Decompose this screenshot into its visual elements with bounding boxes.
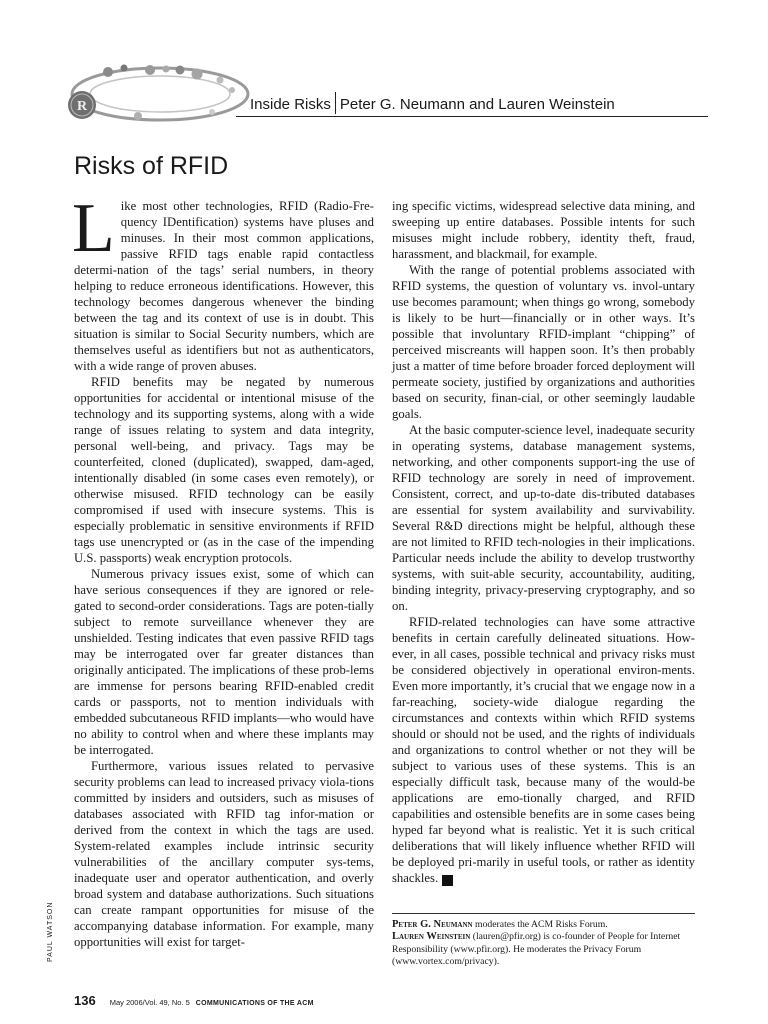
article-title: Risks of RFID [74,152,229,180]
inside-risks-orbit-logo [62,56,252,134]
paragraph: At the basic computer-science level, inadequate security in operating systems, database management systems, networking, and other components support-ing the use of RFID technology are sorely in need of improvement. Consistent, correct, and up-to-date dis-tributed databases are essential for system availability and survivability. Several R&D directions might be helpful, although these are not limited to RFID tech-nologies in their implications. Particular needs include the ability to develop trustworthy systems, with suit-able security, accountability, auditing, binding integrity, privacy-preserving cryptography, and so on. [392,423,695,613]
header-separator [335,92,336,114]
author-bios [392,919,695,969]
article-header [250,92,615,114]
header-rule [236,116,708,117]
author-bio [392,919,695,931]
issue-info: May 2006/Vol. 49, No. 5 [109,998,190,1007]
bio-name: Lauren Weinstein [392,931,471,943]
publication-name: COMMUNICATIONS OF THE ACM [195,1000,314,1007]
paragraph: Furthermore, various issues related to pervasive security problems can lead to increased privacy viola-tions committed by insiders and outsiders, such as misuses of databases associated with RFID tag infor-mation or derived from the context in which the tags are used. System-related examples include intrinsic security vulnerabilities of the ancillary computer sys-tems, inadequate user and operator authentication, and overly broad system and database authorizations. Such situations can create rampant opportunities for misuse of the accompanying database information. For example, many opportunities will exist for target- [74,759,374,949]
page-footer [74,992,314,1010]
article-column-2 [392,198,695,886]
author-bio [392,931,695,968]
paragraph-text: ike most other technologies, RFID (Radio-Fre-quency IDentification) systems have pluses and minuses. In their most common applications, passive RFID tags enable rapid contactless determi-nation of the tags’ serial numbers, in theory helping to reduce erroneous identifications. However, this technology becomes dangerous whenever the binding between the tag and its context of use is in doubt. This situation is similar to Social Security numbers, which are themselves useful as identifiers but not as authenticators, with a wide range of proven abuses. [74,199,374,373]
article-column-1 [72,190,374,950]
paragraph [72,190,374,374]
paragraph: With the range of potential problems associated with RFID systems, the question of voluntary vs. invol-untary use becomes paramount; when things go wrong, somebody is likely to be hurt—financially or in other ways. It’s possible that involuntary RFID-implant “chipping” of perceived miscreants will happen soon. It’s then probably just a matter of time before broader forced deployment will permeate society, justified by organizations and authorities based on security, finan-cial, or other seemingly laudable goals. [392,263,695,421]
bio-text: (lauren@pfir.org) is co-founder of People for Internet Responsibility (www.pfir.org). He moderates the Privacy Forum (www.vortex.com/privacy). [392,931,681,968]
drop-cap: L [72,190,115,267]
svg-text:R: R [76,99,88,114]
column-name: Inside Risks [250,96,331,113]
paragraph: ing specific victims, widespread selective data mining, and sweeping up entire databases. Possible intents for such misuses might include robbery, identity theft, fraud, harassment, and blackmail, for example. [392,199,695,261]
photo-credit: PAUL WATSON [47,901,54,962]
bio-name: Peter G. Neumann [392,919,473,930]
bio-rule [392,913,695,914]
end-mark-icon: C [442,875,453,886]
paragraph-text: RFID-related technologies can have some attractive benefits in certain carefully delineated situations. How-ever, in all cases, possible technical and privacy risks must be considered objectively in operational environ-ments. Even more importantly, it’s crucial that we engage now in a far-reaching, society-wide dialogue regarding the circumstances and contexts within which RFID systems should or should not be used, and the rights of individuals and organizations to control whether or not they will be subject to various uses of these systems. This is an especially difficult task, because many of the would-be applications are emo-tionally charged, and RFID capabilities and ostensible benefits are in some cases being hyped far beyond what is realistic. Yet it is such critical deliberations that will likely influence whether RFID will be deployed pri-marily in useful tools, or rather as identity shackles. [392,615,695,885]
paragraph: RFID benefits may be negated by numerous opportunities for accidental or intentional misuse of the technology and its supporting systems, along with a wide range of issues relating to system and data integrity, personal well-being, and privacy. Tags may be counterfeited, cloned (duplicated), swapped, dam-aged, intentionally disabled (in some cases even remotely), or otherwise misused. RFID technology can be easily compromised if used with insecure systems. This is especially problematic in sensitive environments if RFID tags use unencrypted or (as in the case of the impending U.S. passports) weak encryption protocols. [74,375,374,565]
author-names: Peter G. Neumann and Lauren Weinstein [339,96,615,113]
bio-text: moderates the ACM Risks Forum. [472,919,608,930]
page-number: 136 [74,993,96,1008]
paragraph: Numerous privacy issues exist, some of which can have serious consequences if they are ignored or rele-gated to second-order considerations. Tags are poten-tially subject to remote surveillance whenever they are unshielded. Testing indicates that even passive RFID tags may be interrogated over far greater distances than originally anticipated. The implications of these prob-lems are immense for persons bearing RFID-enabled credit cards or passports, not to mention individuals with embedded subcutaneous RFID implants—who would have no ability to control when and where these implants may be interrogated. [74,567,374,757]
paragraph [392,614,695,886]
